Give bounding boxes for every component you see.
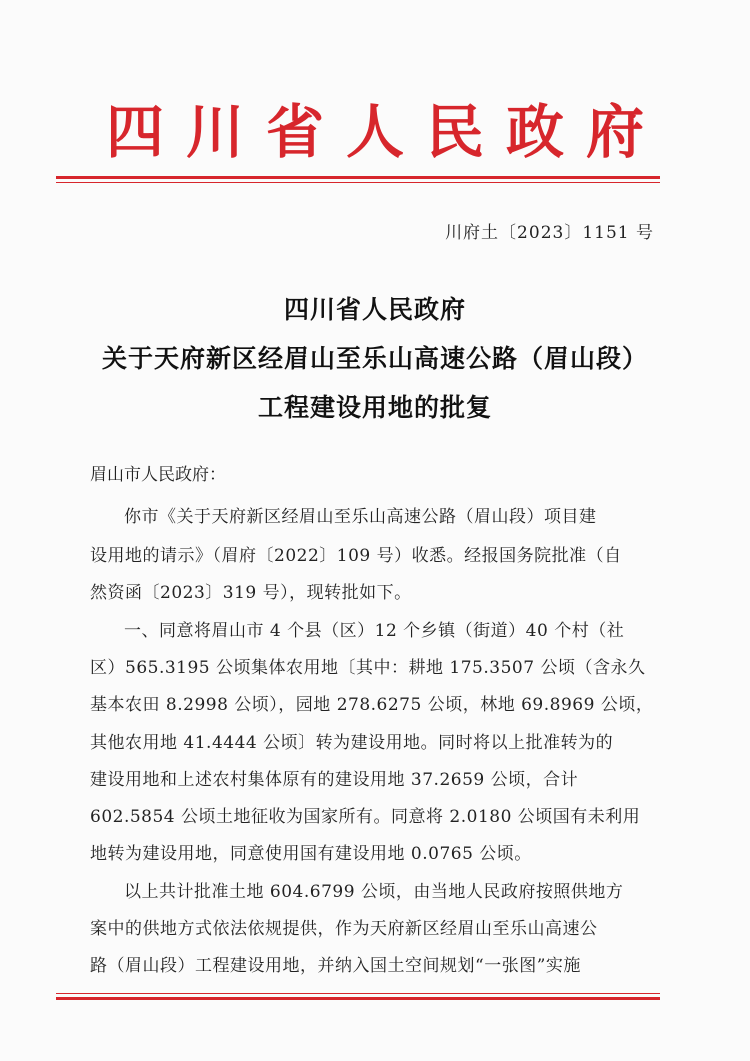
document-title-line-1: 四川省人民政府 [283, 295, 466, 324]
masthead-title: 四川省人民政府 [105, 98, 666, 166]
footer-rule-thick [56, 997, 660, 1000]
body-line: 地转为建设用地，同意使用国有建设用地 0.0765 公顷。 [90, 844, 532, 864]
document-title-line-2: 关于天府新区经眉山至乐山高速公路（眉山段） [101, 344, 648, 373]
masthead-rule-thin [56, 182, 660, 183]
body-line: 设用地的请示》（眉府〔2022〕109 号）收悉。经报国务院批准（自 [90, 546, 622, 566]
body-line: 建设用地和上述农村集体原有的建设用地 37.2659 公顷，合计 [90, 770, 579, 790]
document-title-line-3: 工程建设用地的批复 [257, 393, 492, 422]
document-number: 川府土〔2023〕1151 号 [445, 223, 654, 243]
addressee: 眉山市人民政府： [90, 465, 226, 485]
body-line: 案中的供地方式依法依规提供，作为天府新区经眉山至乐山高速公 [90, 919, 598, 939]
body-line: 以上共计批准土地 604.6799 公顷，由当地人民政府按照供地方 [124, 882, 624, 902]
body-line: 你市《关于天府新区经眉山至乐山高速公路（眉山段）项目建 [124, 507, 597, 527]
footer-rule-thin [56, 993, 660, 994]
body-line: 基本农田 8.2998 公顷），园地 278.6275 公顷，林地 69.8969 公顷， [90, 695, 654, 715]
body-line: 其他农用地 41.4444 公顷〕转为建设用地。同时将以上批准转为的 [90, 733, 614, 753]
body-line: 路（眉山段）工程建设用地，并纳入国土空间规划“一张图”实施 [90, 956, 581, 976]
masthead-rule-thick [56, 176, 660, 179]
body-line: 然资函〔2023〕319 号），现转批如下。 [90, 583, 412, 603]
body-line: 一、同意将眉山市 4 个县（区）12 个乡镇（街道）40 个村（社 [124, 621, 625, 641]
body-line: 区）565.3195 公顷集体农用地〔其中：耕地 175.3507 公顷（含永久 [90, 658, 646, 678]
body-line: 602.5854 公顷土地征收为国家所有。同意将 2.0180 公顷国有未利用 [90, 807, 641, 827]
